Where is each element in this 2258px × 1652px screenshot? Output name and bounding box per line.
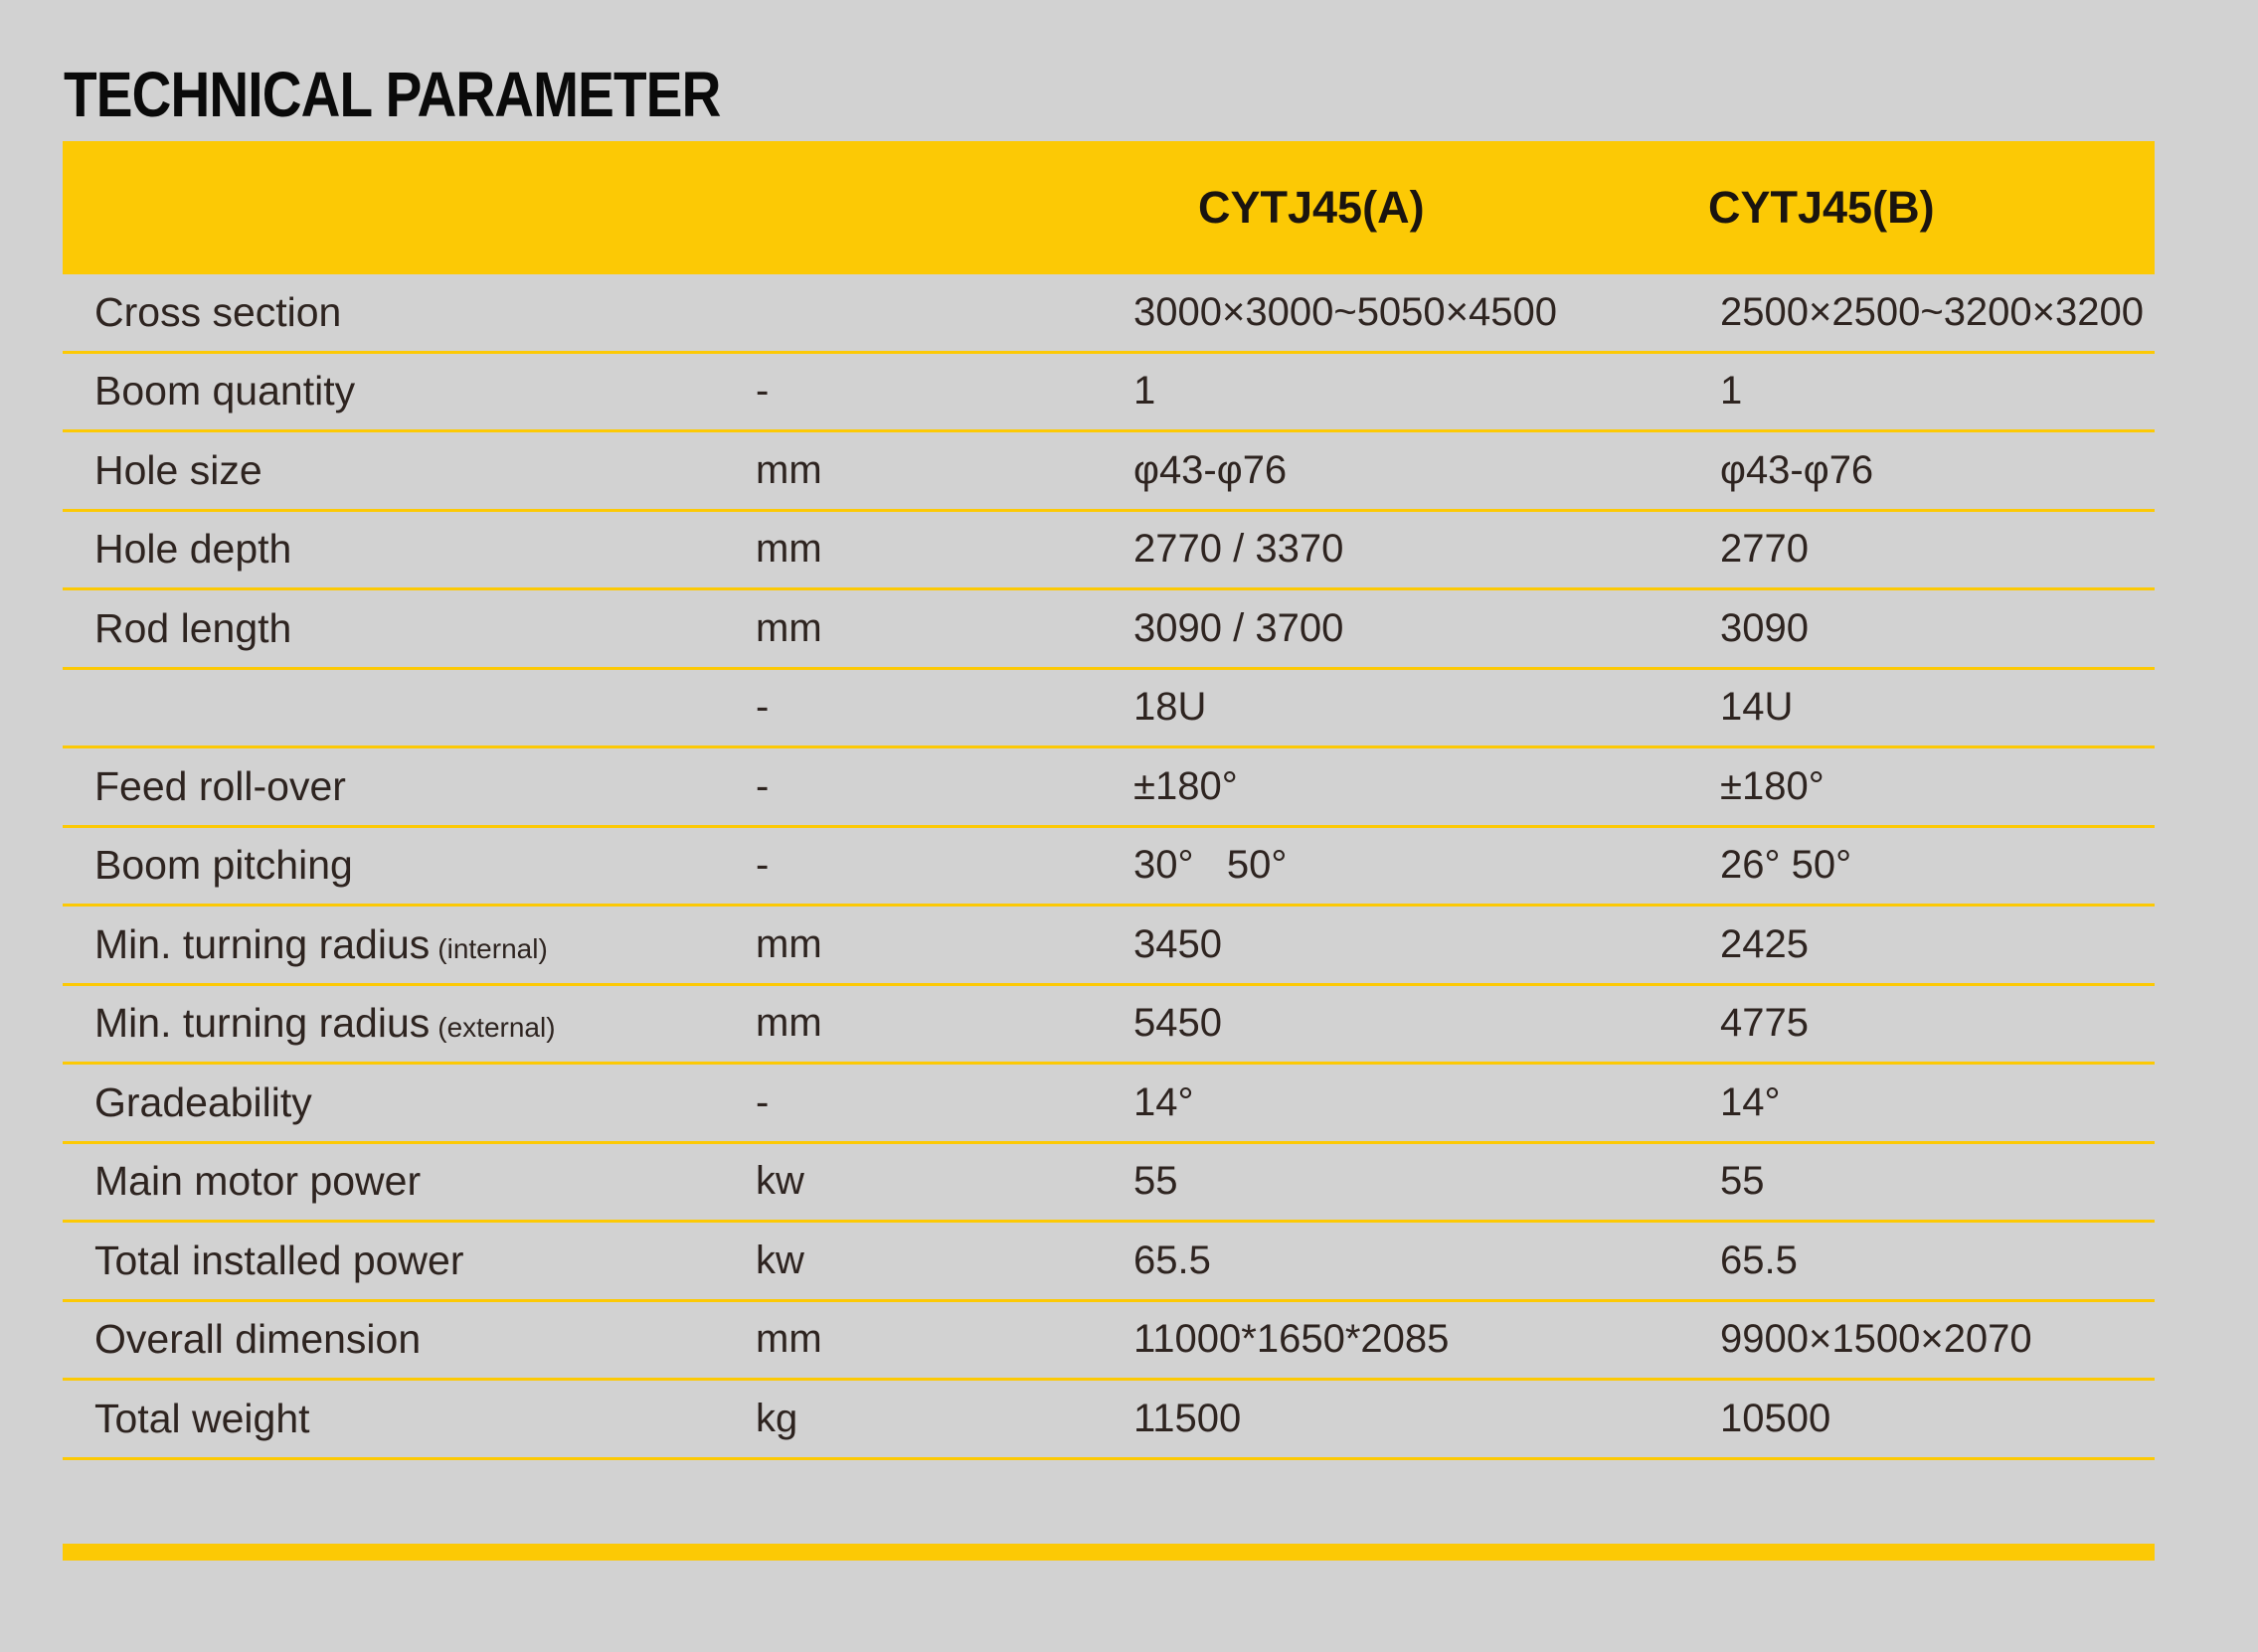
value-model-a: 65.5 (1133, 1238, 1211, 1282)
param-label-note: (external) (437, 1012, 556, 1044)
param-unit: - (756, 843, 770, 888)
param-unit: - (756, 369, 770, 413)
param-label-note: (internal) (437, 932, 548, 964)
param-label: Total installed power (94, 1237, 464, 1283)
value-model-b: 2770 (1720, 527, 1809, 572)
value-model-b: 65.5 (1720, 1238, 1798, 1282)
param-unit: kw (756, 1159, 804, 1204)
value-model-a: 1 (1133, 369, 1156, 413)
param-label: Main motor power (94, 1158, 422, 1205)
value-model-a: φ43-φ76 (1133, 447, 1288, 492)
param-unit: mm (756, 527, 822, 572)
param-label: Feed roll-over (94, 762, 346, 809)
table-row (63, 670, 2155, 749)
table-row (63, 907, 2155, 986)
bottom-accent-bar (63, 1544, 2155, 1561)
table-row (63, 590, 2155, 670)
table-row (63, 1065, 2155, 1144)
param-label: Overall dimension (94, 1316, 422, 1363)
table-row (63, 1223, 2155, 1302)
table-row (63, 986, 2155, 1066)
value-model-b: 1 (1720, 369, 1743, 413)
param-unit: mm (756, 447, 822, 492)
param-label: Boom pitching (94, 842, 353, 889)
table-row (63, 1144, 2155, 1224)
table-row (63, 512, 2155, 591)
value-model-b: 26° 50° (1720, 843, 1852, 888)
param-label (63, 921, 719, 968)
value-model-a: 55 (1133, 1159, 1178, 1204)
value-model-a: 3450 (1133, 921, 1222, 966)
value-model-b: 4775 (1720, 1001, 1809, 1046)
table-row (63, 274, 2155, 354)
value-model-a: 18U (1133, 685, 1207, 730)
value-model-a: 2770 / 3370 (1133, 527, 1344, 572)
value-model-a: 30° 50° (1133, 843, 1288, 888)
value-model-a: 3000×3000~5050×4500 (1133, 289, 1558, 334)
value-model-b: 10500 (1720, 1396, 1831, 1440)
technical-parameter-table (63, 141, 2155, 1460)
value-model-a: 3090 / 3700 (1133, 605, 1344, 650)
param-unit: kw (756, 1238, 804, 1282)
param-unit: - (756, 1079, 770, 1124)
param-label: Rod length (94, 604, 292, 651)
value-model-b: 2500×2500~3200×3200 (1720, 289, 2145, 334)
param-label (63, 1000, 719, 1047)
header-model-b: CYTJ45(B) (1708, 182, 1935, 233)
value-model-a: 11500 (1133, 1396, 1242, 1440)
param-unit: mm (756, 1001, 822, 1046)
value-model-a: 11000*1650*2085 (1133, 1317, 1450, 1362)
value-model-b: 2425 (1720, 921, 1809, 966)
param-label: Cross section (94, 288, 342, 335)
table-row (63, 354, 2155, 433)
value-model-a: 14° (1133, 1079, 1194, 1124)
table-row (63, 748, 2155, 828)
value-model-b: φ43-φ76 (1720, 447, 1874, 492)
value-model-a: ±180° (1133, 763, 1238, 808)
table-header-row (63, 141, 2155, 274)
param-unit: - (756, 763, 770, 808)
page-title: TECHNICAL PARAMETER (64, 59, 721, 130)
value-model-b: 14U (1720, 685, 1794, 730)
header-model-a: CYTJ45(A) (1198, 182, 1425, 233)
param-label: Hole depth (94, 526, 292, 573)
table-row (63, 828, 2155, 908)
table-row (63, 1381, 2155, 1460)
param-unit: mm (756, 1317, 822, 1362)
param-unit: mm (756, 605, 822, 650)
param-label-text: Min. turning radius (94, 1000, 431, 1047)
value-model-b: ±180° (1720, 763, 1824, 808)
param-label: Boom quantity (94, 368, 356, 414)
param-label: Hole size (94, 446, 262, 493)
param-unit: kg (756, 1396, 798, 1440)
value-model-b: 3090 (1720, 605, 1809, 650)
value-model-a: 5450 (1133, 1001, 1222, 1046)
param-unit: - (756, 685, 770, 730)
param-unit: mm (756, 921, 822, 966)
value-model-b: 9900×1500×2070 (1720, 1317, 2032, 1362)
table-row (63, 432, 2155, 512)
value-model-b: 14° (1720, 1079, 1781, 1124)
value-model-b: 55 (1720, 1159, 1765, 1204)
table-row (63, 1302, 2155, 1382)
param-label: Total weight (94, 1395, 310, 1441)
param-label-text: Min. turning radius (94, 920, 431, 967)
param-label: Gradeability (94, 1078, 312, 1125)
